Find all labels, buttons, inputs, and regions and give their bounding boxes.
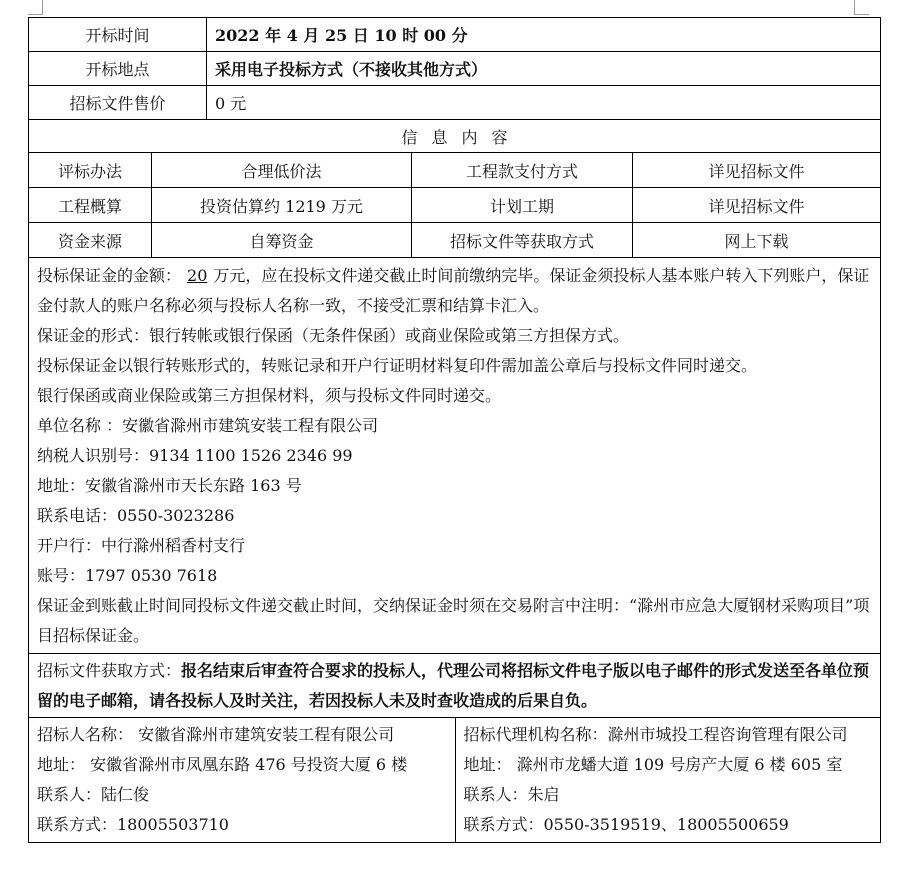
- row-info-heading: [29, 120, 880, 153]
- info-row: [29, 223, 880, 258]
- info-key: 工程概算: [57, 196, 122, 216]
- agency-address: 地址： 滁州市龙蟠大道 109 号房产大厦 6 楼 605 室: [463, 755, 843, 774]
- info-key: 招标文件等获取方式: [411, 223, 632, 257]
- acquire-text: [29, 654, 880, 717]
- label-opening-time: 开标时间: [85, 26, 150, 45]
- deposit-amount-label: 投标保证金的金额：: [37, 266, 182, 285]
- deposit-text: [29, 258, 880, 653]
- tenderer-address: 地址： 安徽省滁州市凤凰东路 476 号投资大厦 6 楼: [37, 755, 408, 774]
- deposit-amount-paragraph: [37, 261, 872, 321]
- deposit-bank: 开户行：中行滁州稻香村支行: [37, 536, 246, 555]
- acquire-method: 报名结束后审查符合要求的投标人，代理公司将招标文件电子版以电子邮件的形式发送至各单位预留的电子邮箱，请各投标人及时关注，若因投标人未及时查收造成的后果自负。: [37, 661, 870, 710]
- info-value: 详见招标文件: [632, 188, 880, 222]
- value-opening-time: 2022 年 4 月 25 日 10 时 00 分: [206, 18, 880, 51]
- info-value: 网上下载: [632, 223, 880, 257]
- deposit-address: 地址：安徽省滁州市天长东路 163 号: [37, 476, 302, 495]
- label-document-price: 招标文件售价: [69, 94, 166, 113]
- tenderer-info: [29, 718, 455, 842]
- info-key: 工程款支付方式: [411, 153, 632, 187]
- tenderer-name: 招标人名称： 安徽省滁州市建筑安装工程有限公司: [37, 725, 395, 744]
- info-key: 资金来源: [57, 231, 122, 251]
- agency-contact: 联系人：朱启: [463, 785, 560, 804]
- label-opening-location: 开标地点: [85, 60, 150, 79]
- value-document-price: 0 元: [206, 86, 880, 119]
- contacts-section: [29, 718, 880, 842]
- info-key: 评标办法: [57, 161, 122, 181]
- deposit-tax-id: 纳税人识别号：9134 1100 1526 2346 99: [37, 446, 353, 465]
- row-document-price: [29, 86, 880, 120]
- info-value: 详见招标文件: [632, 153, 880, 187]
- acquire-section: [29, 654, 880, 718]
- value-opening-location: 采用电子投标方式（不接收其他方式）: [206, 52, 880, 85]
- info-value: 合理低价法: [151, 153, 411, 187]
- agency-name: 招标代理机构名称：滁州市城投工程咨询管理有限公司: [463, 725, 848, 744]
- agency-info: [455, 718, 881, 842]
- tenderer-contact: 联系人：陆仁俊: [37, 785, 150, 804]
- deposit-remark: 保证金到账截止时间同投标文件递交截止时间，交纳保证金时须在交易附言中注明：“滁州市应急大厦钢材采购项目”项目招标保证金。: [37, 596, 870, 645]
- agency-phone: 联系方式：0550-3519519、18005500659: [463, 815, 789, 834]
- info-section-title: 信息内容: [401, 127, 522, 147]
- acquire-label: 招标文件获取方式：: [37, 661, 182, 680]
- row-opening-time: [29, 18, 880, 52]
- tender-info-table: [28, 17, 881, 843]
- page-corner-mark-right: [854, 0, 869, 15]
- info-value: 投资估算约 1219 万元: [151, 188, 411, 222]
- deposit-phone: 联系电话：0550-3023286: [37, 506, 235, 525]
- deposit-section: [29, 258, 880, 654]
- page-corner-mark-left: [28, 0, 43, 15]
- info-row: [29, 188, 880, 223]
- deposit-unit-name: 单位名称 ：安徽省滁州市建筑安装工程有限公司: [37, 416, 379, 435]
- deposit-account: 账号：1797 0530 7618: [37, 566, 218, 585]
- deposit-guarantee-note: 银行保函或商业保险或第三方担保材料，须与投标文件同时递交。: [37, 386, 502, 405]
- info-row: [29, 153, 880, 188]
- deposit-amount-value: 20: [187, 266, 208, 285]
- info-value: 自筹资金: [151, 223, 411, 257]
- deposit-transfer-note: 投标保证金以银行转账形式的，转账记录和开户行证明材料复印件需加盖公章后与投标文件同时递交。: [37, 356, 758, 375]
- acquire-paragraph: [37, 656, 872, 716]
- deposit-form: 保证金的形式：银行转帐或银行保函（无条件保函）或商业保险或第三方担保方式。: [37, 326, 630, 345]
- row-opening-location: [29, 52, 880, 86]
- tenderer-phone: 联系方式：18005503710: [37, 815, 229, 834]
- deposit-amount-note: 万元，应在投标文件递交截止时间前缴纳完毕。保证金须投标人基本账户转入下列账户，保证金付款人的账户名称必须与投标人名称一致，不接受汇票和结算卡汇入。: [37, 266, 870, 315]
- info-key: 计划工期: [411, 188, 632, 222]
